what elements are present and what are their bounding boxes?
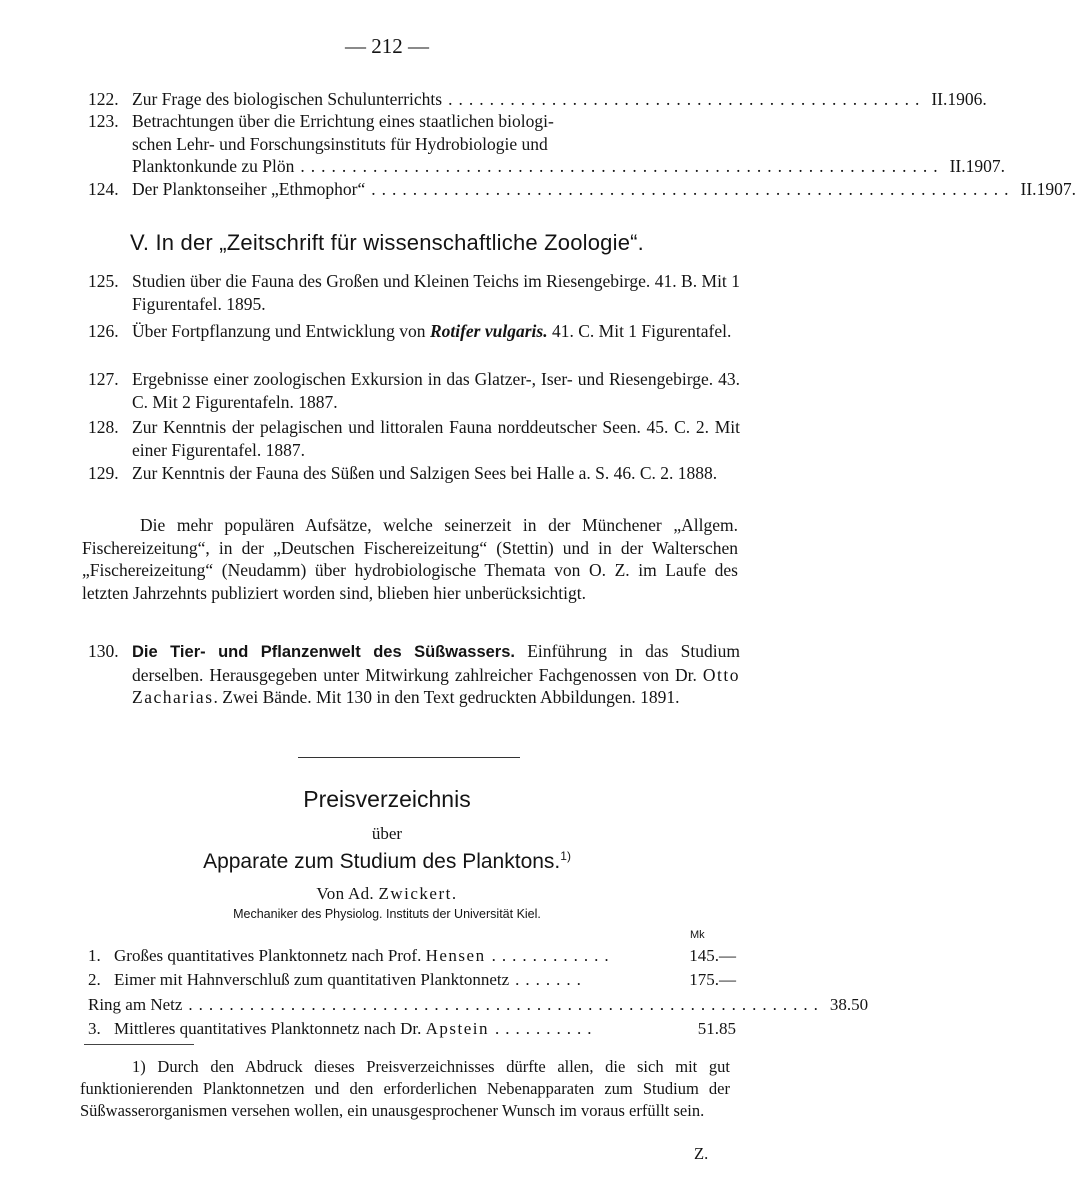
leader-dots: .............................................................. — [371, 179, 1015, 199]
entry-line: schen Lehr- und Forschungsinstituts für Hydrobiologie und — [132, 133, 548, 154]
subtitle-text: Apparate zum Studium des Planktons. — [203, 850, 561, 873]
entry-text: Zur Kenntnis der pelagischen und littoralen Fauna norddeutscher Seen. 45. C. 2. Mit einer Figurentafel. 1887. — [132, 417, 740, 460]
entry-number: 127. — [88, 369, 119, 389]
bibliography-entry-124 — [88, 178, 1076, 201]
bibliography-entry-130 — [88, 640, 740, 709]
footnote-rule — [84, 1044, 194, 1045]
entry-text-part: . Zwei Bände. Mit 130 in den Text gedruckten Abbildungen. 1891. — [213, 687, 680, 707]
price-list-subtitle — [0, 849, 774, 874]
entry-number: 125. — [88, 271, 119, 291]
entry-text-post: 41. C. Mit 1 Figurentafel. — [547, 321, 732, 341]
entry-title: Planktonkunde zu Plön — [132, 156, 295, 176]
entry-number: 123. — [88, 111, 119, 131]
price-list-author — [0, 884, 774, 904]
item-text — [114, 944, 486, 967]
author-name: Zwickert. — [378, 884, 458, 903]
item-desc: Großes quantitatives Planktonnetz nach Prof. — [114, 946, 426, 965]
entry-title: Der Planktonseiher „Ethmophor“ — [132, 179, 366, 199]
item-text: Eimer mit Hahnverschluß zum quantitativen Planktonnetz — [114, 970, 510, 989]
footnote-mark: 1) — [560, 849, 571, 863]
item-person: Apstein — [425, 1019, 489, 1038]
entry-text: Studien über die Fauna des Großen und Kleinen Teichs im Riesengebirge. 41. B. Mit 1 Figurentafel. 1895. — [132, 271, 740, 314]
item-number: 3. — [88, 1019, 101, 1038]
leader-dots: .............................................. — [448, 89, 926, 109]
species-name: Rotifer vulgaris. — [429, 321, 548, 341]
entry-text — [132, 640, 740, 709]
item-price: 145.— — [689, 946, 736, 965]
item-number: 2. — [88, 970, 101, 989]
bibliography-entry-128 — [88, 416, 740, 461]
entry-text: Zur Kenntnis der Fauna des Süßen und Salzigen Sees bei Halle a. S. 46. C. 2. 1888. — [132, 463, 718, 483]
section-heading: V. In der „Zeitschrift für wissenschaftliche Zoologie“. — [130, 230, 644, 255]
price-item-3 — [88, 1017, 736, 1040]
item-text — [114, 1017, 489, 1040]
book-title: Die Tier- und Pflanzenwelt des Süßwassers. — [132, 643, 515, 661]
entry-line: Betrachtungen über die Errichtung eines staatlichen biologi- — [132, 111, 554, 131]
entry-number: 129. — [88, 463, 119, 483]
price-list-institute: Mechaniker des Physiolog. Instituts der Universität Kiel. — [233, 907, 541, 921]
price-list-uber: über — [371, 824, 403, 843]
entry-volume: II. — [949, 156, 966, 176]
author-prefix: Von Ad. — [316, 884, 379, 903]
price-list-title: Preisverzeichnis — [303, 786, 471, 812]
leader-dots: .............................................................. — [188, 995, 824, 1014]
item-person: Hensen — [425, 946, 486, 965]
entry-number: 126. — [88, 321, 119, 341]
entry-title: Zur Frage des biologischen Schulunterrichts — [132, 89, 443, 109]
note-paragraph: Die mehr populären Aufsätze, welche seinerzeit in der Münchener „Allgem. Fischereizeitung“, in der „Deutschen Fischereizeitung“ (Stettin) und in der Walterschen „Fischereizeitung“ (Neudamm) über hydrobiologische Themata von O. Z. im Laufe des letzten Jahrzehnts publiziert worden sind, blieben hier unberücksichtigt. — [82, 515, 738, 603]
bibliography-entry-129 — [88, 462, 740, 485]
entry-year: 1906. — [947, 89, 987, 109]
leader-dots: ....... — [515, 970, 587, 989]
item-price: 38.50 — [829, 995, 869, 1014]
price-unit: Mk — [690, 929, 705, 941]
price-item-1 — [88, 944, 736, 967]
leader-dots: .............................................................. — [300, 156, 944, 176]
entry-text-part: Einführung in das Studium derselben. Herausgegeben unter Mitwirkung zahlreicher Fachgenossen von Dr. — [132, 641, 740, 685]
entry-volume: II. — [1020, 179, 1037, 199]
bibliography-entry-127 — [88, 368, 740, 413]
item-price: 175.— — [689, 970, 736, 989]
item-text: Ring am Netz — [88, 995, 183, 1014]
bibliography-entry-123 — [88, 110, 1006, 178]
author-name: Otto Zacharias — [132, 664, 740, 707]
item-price: 51.85 — [697, 1019, 736, 1038]
entry-number: 124. — [88, 179, 119, 199]
entry-volume: II. — [931, 89, 948, 109]
bibliography-entry-126 — [88, 320, 740, 343]
entry-text-pre: Über Fortpflanzung und Entwicklung von — [132, 321, 430, 341]
section-divider — [298, 757, 520, 758]
price-item-2b — [88, 993, 869, 1016]
page-number: — 212 — — [345, 34, 429, 58]
entry-number: 130. — [88, 641, 119, 661]
item-desc: Mittleres quantitatives Planktonnetz nach Dr. — [114, 1019, 426, 1038]
item-number: 1. — [88, 946, 101, 965]
footnote-signature: Z. — [694, 1144, 709, 1163]
entry-year: 1907. — [1036, 179, 1076, 199]
footnote-text: 1) Durch den Abdruck dieses Preisverzeichnisses dürfte allen, die sich mit gut funktionierenden Planktonnetzen und den erforderlichen Nebenapparaten zum Studium der Süßwasserorganismen versehen wollen, ein unausgesprochener Wunsch im voraus erfüllt sein. — [80, 1057, 730, 1120]
bibliography-entry-122 — [88, 88, 987, 111]
entry-number: 122. — [88, 89, 119, 109]
entry-number: 128. — [88, 417, 119, 437]
entry-text: Ergebnisse einer zoologischen Exkursion in das Glatzer-, Iser- und Riesengebirge. 43. C. Mit 2 Figurentafeln. 1887. — [132, 369, 740, 412]
leader-dots: ............ — [491, 946, 615, 965]
price-item-2 — [88, 968, 736, 991]
entry-year: 1907. — [965, 156, 1006, 176]
entry-text — [132, 320, 740, 343]
bibliography-entry-125 — [88, 270, 740, 315]
leader-dots: .......... — [495, 1019, 598, 1038]
